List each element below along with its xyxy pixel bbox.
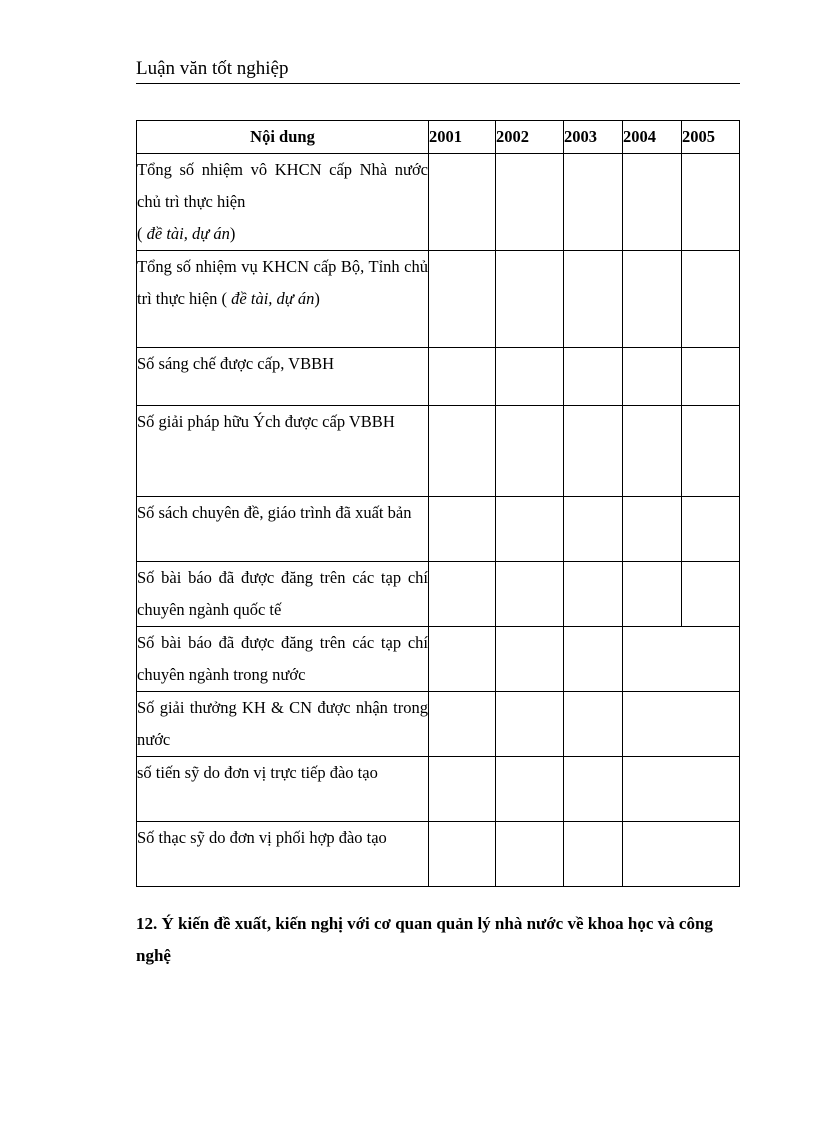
table-row xyxy=(137,348,740,406)
column-header-2002: 2002 xyxy=(496,121,564,154)
cell-2001 xyxy=(429,757,496,822)
table-row xyxy=(137,406,740,497)
cell-2003 xyxy=(564,822,623,887)
cell-2002 xyxy=(496,562,564,627)
cell-2003 xyxy=(564,251,623,348)
cell-2003 xyxy=(564,154,623,251)
cell-2004 xyxy=(623,348,682,406)
cell-2002 xyxy=(496,692,564,757)
cell-2005 xyxy=(682,406,740,497)
row-label: Tổng số nhiệm vô KHCN cấp Nhà nước chủ trì thực hiện ( đề tài, dự án) xyxy=(137,154,429,251)
cell-2003 xyxy=(564,757,623,822)
cell-2004-2005 xyxy=(623,757,740,822)
cell-2002 xyxy=(496,251,564,348)
cell-2005 xyxy=(682,562,740,627)
statistics-table xyxy=(136,120,740,887)
cell-2001 xyxy=(429,627,496,692)
column-header-2004: 2004 xyxy=(623,121,682,154)
cell-2001 xyxy=(429,497,496,562)
table-row xyxy=(137,757,740,822)
cell-2002 xyxy=(496,822,564,887)
cell-2002 xyxy=(496,348,564,406)
cell-2002 xyxy=(496,154,564,251)
cell-2001 xyxy=(429,406,496,497)
cell-2002 xyxy=(496,627,564,692)
table-row xyxy=(137,822,740,887)
cell-2005 xyxy=(682,154,740,251)
cell-2002 xyxy=(496,757,564,822)
cell-2005 xyxy=(682,251,740,348)
table-row xyxy=(137,562,740,627)
section-heading: 12. Ý kiến đề xuất, kiến nghị với cơ quan quản lý nhà nước về khoa học và công nghệ xyxy=(136,914,713,965)
table-row xyxy=(137,627,740,692)
table-row xyxy=(137,154,740,251)
cell-2004-2005 xyxy=(623,627,740,692)
cell-2001 xyxy=(429,154,496,251)
row-label: Số bài báo đã được đăng trên các tạp chí chuyên ngành trong nước xyxy=(137,627,429,692)
column-header-2001: 2001 xyxy=(429,121,496,154)
cell-2001 xyxy=(429,692,496,757)
row-label: Số thạc sỹ do đơn vị phối hợp đào tạo xyxy=(137,822,429,887)
cell-2001 xyxy=(429,348,496,406)
cell-2004-2005 xyxy=(623,822,740,887)
cell-2001 xyxy=(429,251,496,348)
cell-2004 xyxy=(623,497,682,562)
cell-2003 xyxy=(564,497,623,562)
table-row xyxy=(137,251,740,348)
row-label: Tổng số nhiệm vụ KHCN cấp Bộ, Tỉnh chủ trì thực hiện ( đề tài, dự án) xyxy=(137,251,429,348)
cell-2002 xyxy=(496,406,564,497)
table-row xyxy=(137,497,740,562)
table-header-row xyxy=(137,121,740,154)
cell-2003 xyxy=(564,627,623,692)
header-divider xyxy=(136,83,740,84)
cell-2001 xyxy=(429,822,496,887)
row-label: Số sáng chế được cấp, VBBH xyxy=(137,348,429,406)
column-header-2005: 2005 xyxy=(682,121,740,154)
cell-2004 xyxy=(623,406,682,497)
row-label: Số giải thưởng KH & CN được nhận trong nước xyxy=(137,692,429,757)
table-row xyxy=(137,692,740,757)
cell-2003 xyxy=(564,406,623,497)
row-label: Số bài báo đã được đăng trên các tạp chí chuyên ngành quốc tế xyxy=(137,562,429,627)
column-header-2003: 2003 xyxy=(564,121,623,154)
cell-2003 xyxy=(564,692,623,757)
page-header-title: Luận văn tốt nghiệp xyxy=(136,58,289,79)
cell-2004-2005 xyxy=(623,692,740,757)
cell-2005 xyxy=(682,497,740,562)
row-label: Số sách chuyên đề, giáo trình đã xuất bản xyxy=(137,497,429,562)
row-label: Số giải pháp hữu Ých được cấp VBBH xyxy=(137,406,429,497)
cell-2004 xyxy=(623,562,682,627)
column-header-content: Nội dung xyxy=(137,121,429,154)
cell-2001 xyxy=(429,562,496,627)
cell-2002 xyxy=(496,497,564,562)
row-label: số tiến sỹ do đơn vị trực tiếp đào tạo xyxy=(137,757,429,822)
cell-2004 xyxy=(623,251,682,348)
cell-2005 xyxy=(682,348,740,406)
cell-2003 xyxy=(564,562,623,627)
cell-2004 xyxy=(623,154,682,251)
cell-2003 xyxy=(564,348,623,406)
